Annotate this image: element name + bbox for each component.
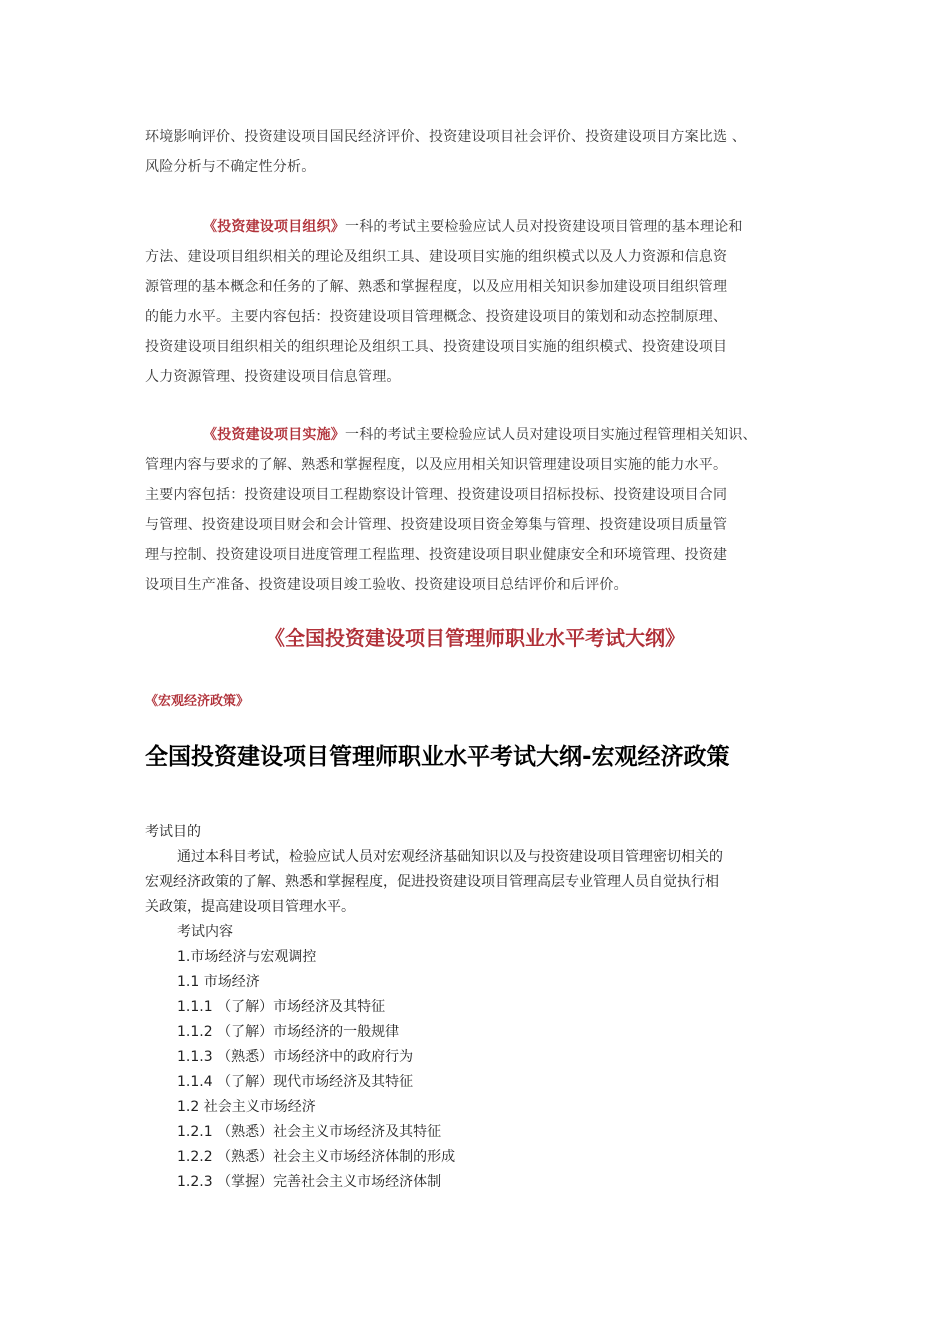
content-label: 考试内容 bbox=[177, 924, 233, 940]
list-item: 1.2 社会主义市场经济 bbox=[177, 1099, 316, 1115]
subject-title: 《投资建设项目实施》 bbox=[203, 427, 345, 443]
text-line: 宏观经济政策的了解、熟悉和掌握程度，促进投资建设项目管理高层专业管理人员自觉执行相 bbox=[145, 874, 719, 890]
list-item: 1.1.2 （了解）市场经济的一般规律 bbox=[177, 1024, 400, 1040]
objective-label: 考试目的 bbox=[145, 824, 201, 840]
subject-title: 《投资建设项目组织》 bbox=[203, 219, 345, 235]
text-line: 与管理、投资建设项目财会和会计管理、投资建设项目资金筹集与管理、投资建设项目质量管 bbox=[145, 517, 728, 533]
text-line: 关政策，提高建设项目管理水平。 bbox=[145, 899, 355, 915]
text-line bbox=[145, 212, 825, 242]
text-line: 风险分析与不确定性分析。 bbox=[145, 159, 316, 175]
text-fragment: 一科的考试主要检验应试人员对建设项目实施过程管理相关知识、 bbox=[345, 427, 757, 443]
paragraph-organization bbox=[145, 212, 825, 392]
text-line: 设项目生产准备、投资建设项目竣工验收、投资建设项目总结评价和后评价。 bbox=[145, 577, 628, 593]
outline-title: 《全国投资建设项目管理师职业水平考试大纲》 bbox=[265, 626, 685, 650]
text-fragment: 一科的考试主要检验应试人员对投资建设项目管理的基本理论和 bbox=[345, 219, 743, 235]
text-line bbox=[145, 420, 825, 450]
subject-label: 《宏观经济政策》 bbox=[145, 694, 250, 709]
text-line: 投资建设项目组织相关的组织理论及组织工具、投资建设项目实施的组织模式、投资建设项目 bbox=[145, 339, 728, 355]
list-item: 1.市场经济与宏观调控 bbox=[177, 949, 317, 965]
paragraph-continuation bbox=[145, 122, 825, 182]
list-item: 1.1.4 （了解）现代市场经济及其特征 bbox=[177, 1074, 414, 1090]
list-item: 1.2.3 （掌握）完善社会主义市场经济体制 bbox=[177, 1174, 442, 1190]
section-heading: 全国投资建设项目管理师职业水平考试大纲-宏观经济政策 bbox=[145, 744, 730, 770]
outline-body bbox=[145, 820, 845, 1195]
text-line: 环境影响评价、投资建设项目国民经济评价、投资建设项目社会评价、投资建设项目方案比选 、 bbox=[145, 129, 747, 145]
text-line: 的能力水平。主要内容包括：投资建设项目管理概念、投资建设项目的策划和动态控制原理、 bbox=[145, 309, 728, 325]
list-item: 1.1.1 （了解）市场经济及其特征 bbox=[177, 999, 386, 1015]
text-line: 人力资源管理、投资建设项目信息管理。 bbox=[145, 369, 401, 385]
text-line: 通过本科目考试，检验应试人员对宏观经济基础知识以及与投资建设项目管理密切相关的 bbox=[177, 849, 723, 865]
text-line: 源管理的基本概念和任务的了解、熟悉和掌握程度，以及应用相关知识参加建设项目组织管理 bbox=[145, 279, 728, 295]
list-item: 1.2.2 （熟悉）社会主义市场经济体制的形成 bbox=[177, 1149, 456, 1165]
text-line: 方法、建设项目组织相关的理论及组织工具、建设项目实施的组织模式以及人力资源和信息资 bbox=[145, 249, 728, 265]
list-item: 1.2.1 （熟悉）社会主义市场经济及其特征 bbox=[177, 1124, 442, 1140]
text-line: 主要内容包括：投资建设项目工程勘察设计管理、投资建设项目招标投标、投资建设项目合同 bbox=[145, 487, 728, 503]
text-line: 管理内容与要求的了解、熟悉和掌握程度，以及应用相关知识管理建设项目实施的能力水平。 bbox=[145, 457, 728, 473]
list-item: 1.1 市场经济 bbox=[177, 974, 260, 990]
text-line: 理与控制、投资建设项目进度管理工程监理、投资建设项目职业健康安全和环境管理、投资建 bbox=[145, 547, 728, 563]
paragraph-implementation bbox=[145, 420, 825, 600]
list-item: 1.1.3 （熟悉）市场经济中的政府行为 bbox=[177, 1049, 414, 1065]
